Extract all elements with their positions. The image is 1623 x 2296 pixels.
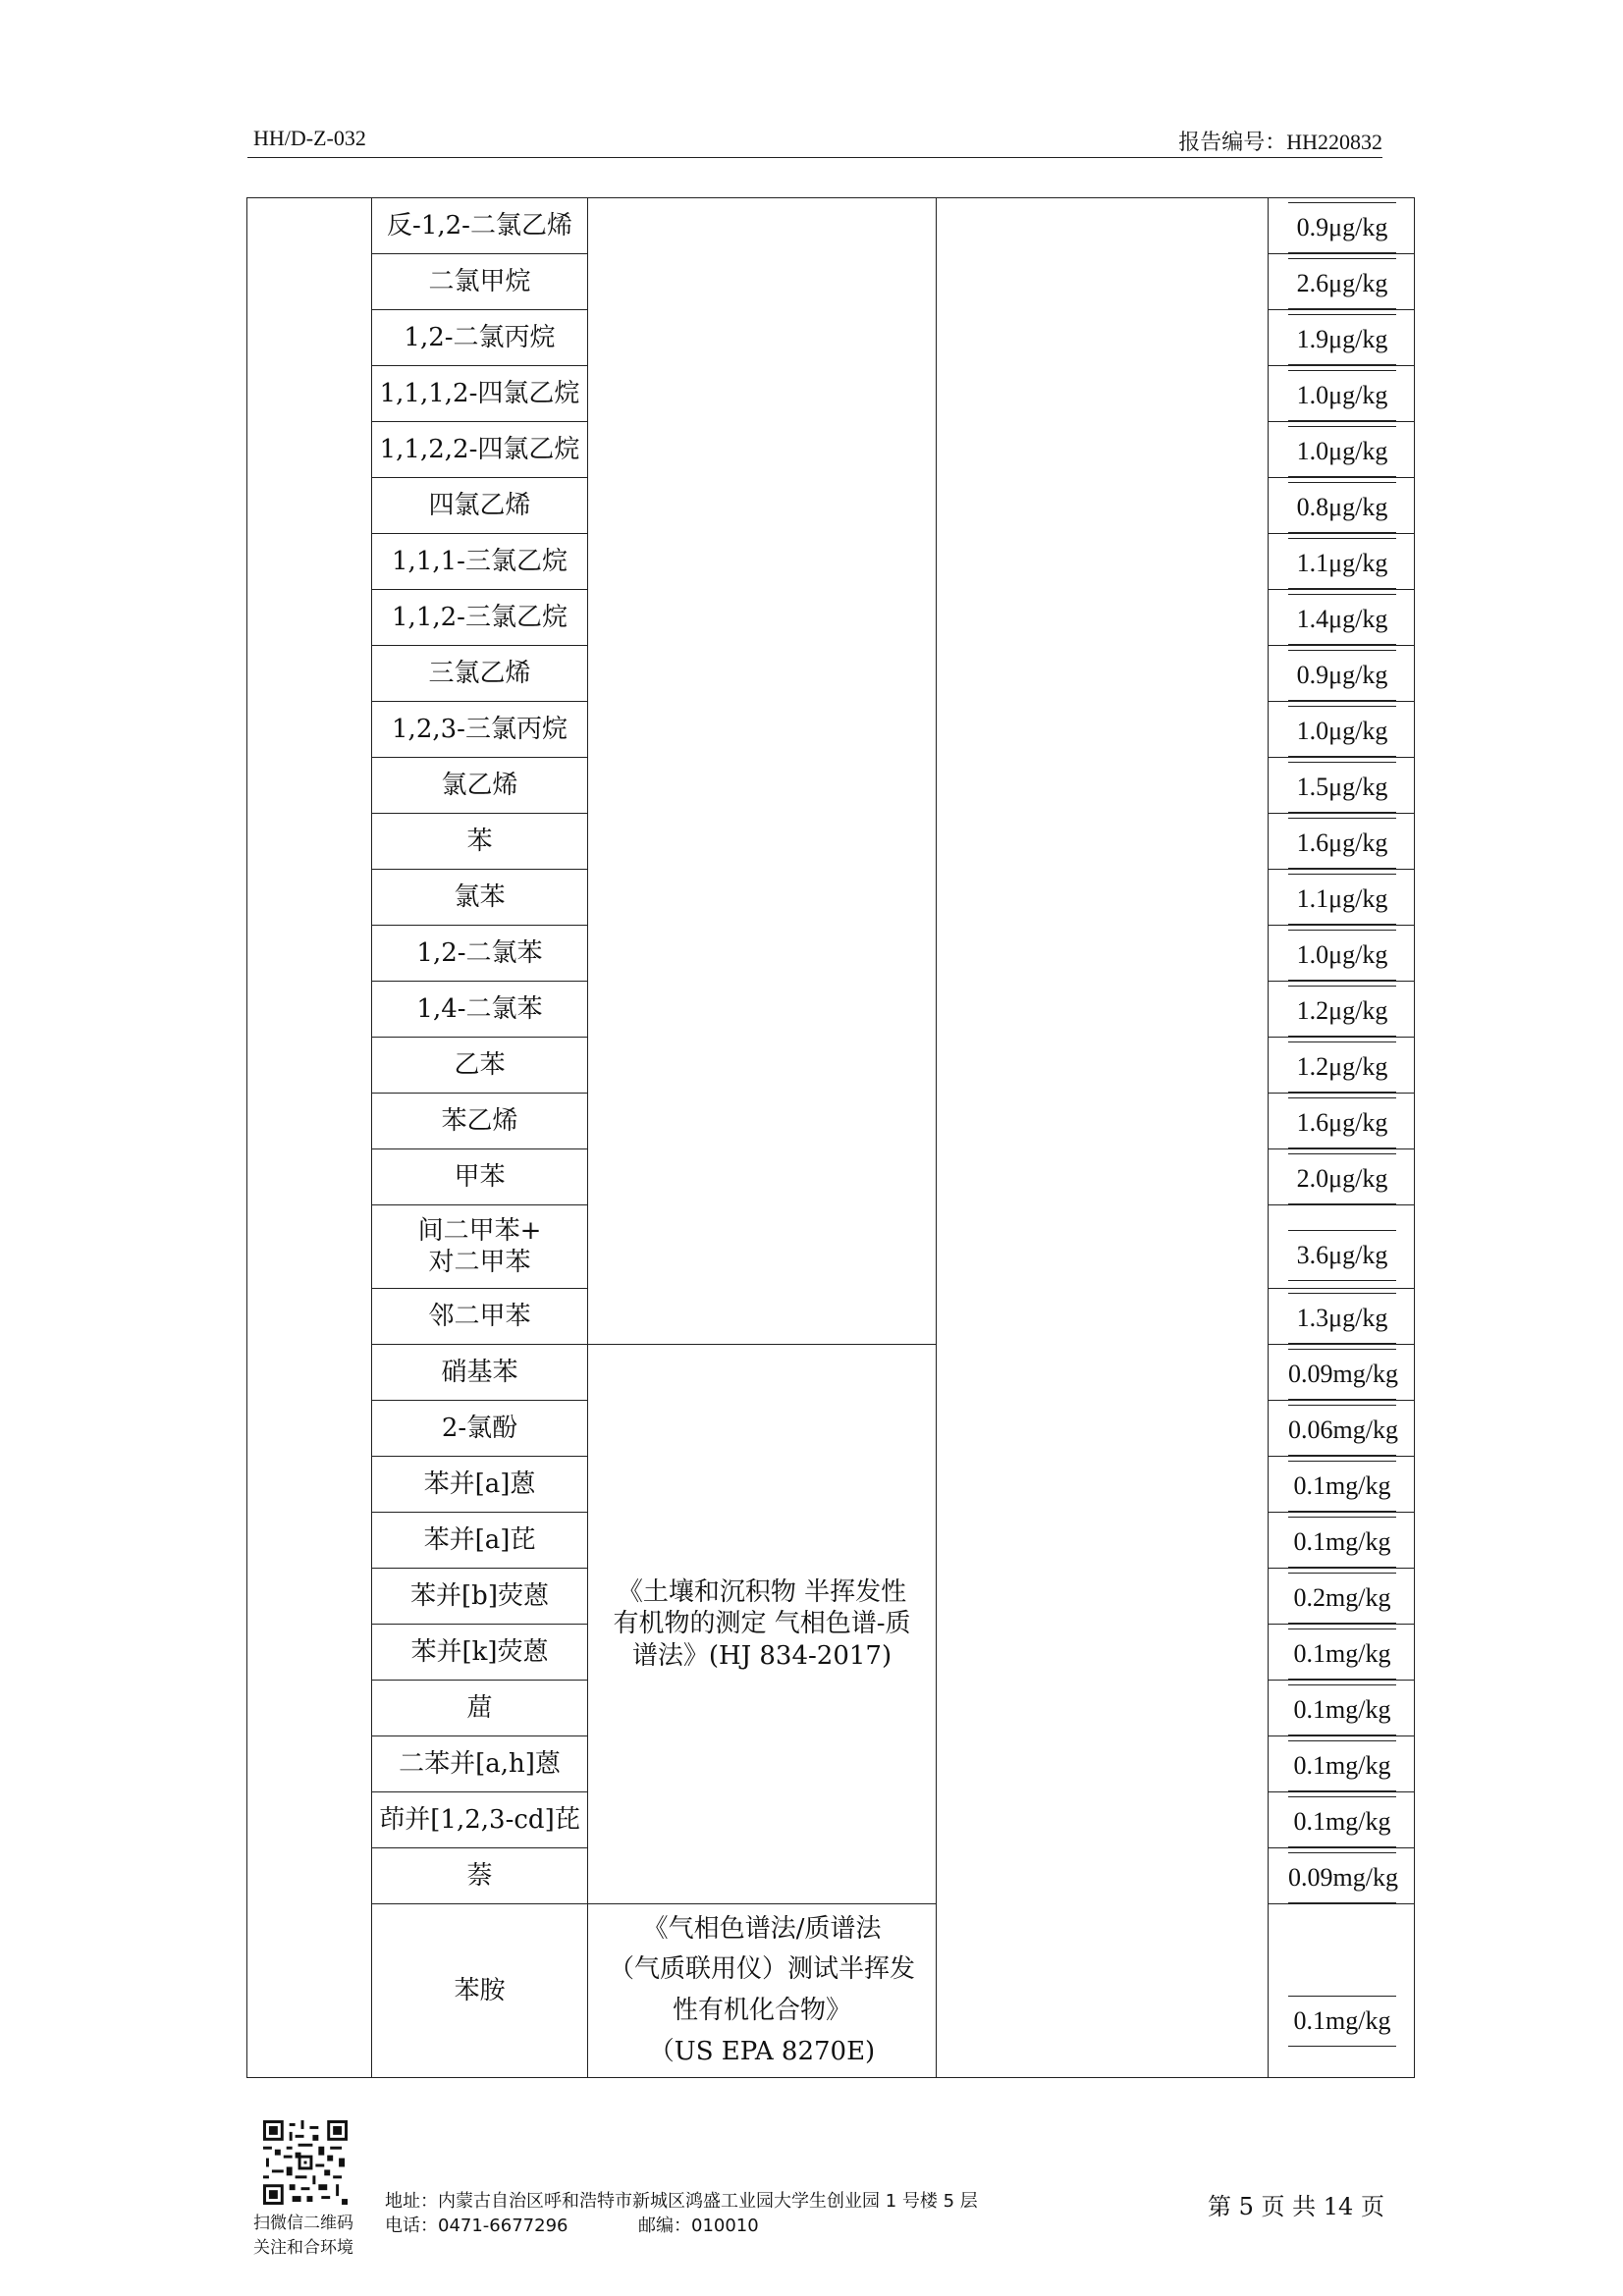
detection-limit: 1.2μg/kg	[1288, 986, 1396, 1037]
analyte-name: 1,2,3-三氯丙烷	[372, 702, 588, 758]
analyte-name: 氯乙烯	[372, 758, 588, 814]
detection-limit: 0.1mg/kg	[1288, 1461, 1396, 1512]
analyte-name: 甲苯	[372, 1149, 588, 1205]
analyte-name-line: 间二甲苯+	[417, 1215, 542, 1246]
analyte-name: 乙苯	[372, 1038, 588, 1094]
analyte-name-line: 对二甲苯	[428, 1248, 531, 1277]
document-code: HH/D-Z-032	[253, 126, 366, 150]
analyte-name: 茚并[1,2,3-cd]芘	[372, 1792, 588, 1848]
detection-limit-table	[246, 197, 1415, 2078]
analyte-name: 1,1,1-三氯乙烷	[372, 534, 588, 590]
footer-postcode: 邮编：010010	[638, 2216, 759, 2236]
analyte-name: 苯并[a]芘	[372, 1513, 588, 1569]
analyte-name: 萘	[372, 1848, 588, 1904]
analyte-name: 苯并[a]蒽	[372, 1457, 588, 1513]
detection-limit: 1.2μg/kg	[1288, 1041, 1396, 1093]
analyte-name: 䓛	[372, 1681, 588, 1736]
detection-limit: 0.8μg/kg	[1288, 482, 1396, 533]
analyte-name: 硝基苯	[372, 1345, 588, 1401]
detection-limit: 0.1mg/kg	[1288, 1796, 1396, 1847]
analyte-name: 1,1,2,2-四氯乙烷	[372, 422, 588, 478]
category-cell	[247, 198, 372, 2078]
detection-limit: 0.09mg/kg	[1288, 1852, 1396, 1903]
method-line: 有机物的测定 气相色谱-质	[613, 1609, 911, 1639]
method-line: （US EPA 8270E)	[648, 2036, 876, 2066]
detection-limit: 1.6μg/kg	[1288, 818, 1396, 869]
analyte-name: 苯并[k]荧蒽	[372, 1625, 588, 1681]
detection-limit: 1.0μg/kg	[1288, 930, 1396, 981]
analyte-name: 1,1,2-三氯乙烷	[372, 590, 588, 646]
detection-limit: 0.09mg/kg	[1288, 1349, 1396, 1400]
page-number: 第 5 页 共 14 页	[1208, 2193, 1384, 2220]
detection-limit: 1.1μg/kg	[1288, 874, 1396, 925]
detection-limit: 2.6μg/kg	[1288, 258, 1396, 309]
analyte-name: 四氯乙烯	[372, 478, 588, 534]
method-line: （气质联用仪）测试半挥发	[608, 1954, 915, 1985]
analyte-name: 二苯并[a,h]蒽	[372, 1736, 588, 1792]
detection-limit: 0.2mg/kg	[1288, 1573, 1396, 1624]
analyte-name: 反-1,2-二氯乙烯	[372, 198, 588, 254]
detection-limit: 1.1μg/kg	[1288, 538, 1396, 589]
detection-limit: 1.0μg/kg	[1288, 706, 1396, 757]
analyte-name: 1,4-二氯苯	[372, 982, 588, 1038]
method-line: 《土壤和沉积物 半挥发性	[617, 1576, 907, 1607]
analyte-name: 苯胺	[372, 1904, 588, 2078]
detection-limit: 0.1mg/kg	[1288, 1684, 1396, 1735]
wechat-qr-code-icon	[263, 2120, 348, 2205]
analyte-name: 苯乙烯	[372, 1094, 588, 1149]
analyte-name: 1,2-二氯苯	[372, 926, 588, 982]
analyte-name: 1,1,1,2-四氯乙烷	[372, 366, 588, 422]
detection-limit: 3.6μg/kg	[1288, 1230, 1396, 1281]
footer-phone: 电话：0471-6677296	[385, 2216, 568, 2236]
epa-method-cell	[588, 1904, 937, 2078]
analyte-name: 邻二甲苯	[372, 1289, 588, 1345]
svoc-method-cell	[588, 1345, 937, 1904]
analyte-name: 三氯乙烯	[372, 646, 588, 702]
detection-limit: 2.0μg/kg	[1288, 1153, 1396, 1204]
detection-limit: 1.6μg/kg	[1288, 1097, 1396, 1148]
detection-limit: 0.9μg/kg	[1288, 202, 1396, 253]
method-line: 谱法》(HJ 834-2017)	[631, 1640, 893, 1671]
detection-limit: 1.0μg/kg	[1288, 426, 1396, 477]
footer-address: 地址：内蒙古自治区呼和浩特市新城区鸿盛工业园大学生创业园 1 号楼 5 层	[385, 2191, 978, 2212]
detection-limit: 1.4μg/kg	[1288, 594, 1396, 645]
method-line: 性有机化合物》	[672, 1996, 851, 2025]
analyte-name: 苯并[b]荧蒽	[372, 1569, 588, 1625]
detection-limit: 0.1mg/kg	[1288, 1740, 1396, 1791]
analyte-name: 二氯甲烷	[372, 254, 588, 310]
analyte-name: 氯苯	[372, 870, 588, 926]
detection-limit: 0.1mg/kg	[1288, 1996, 1396, 2047]
detection-limit: 1.9μg/kg	[1288, 314, 1396, 365]
instrument-cell	[937, 198, 1269, 2078]
voc-method-cell	[588, 198, 937, 1345]
detection-limit: 0.9μg/kg	[1288, 650, 1396, 701]
detection-limit: 0.1mg/kg	[1288, 1629, 1396, 1680]
analyte-name: 苯	[372, 814, 588, 870]
analyte-name: 1,2-二氯丙烷	[372, 310, 588, 366]
detection-limit: 0.1mg/kg	[1288, 1517, 1396, 1568]
qr-caption-line2: 关注和合环境	[253, 2238, 353, 2258]
detection-limit: 1.0μg/kg	[1288, 370, 1396, 421]
qr-caption-line1: 扫微信二维码	[253, 2214, 353, 2233]
report-number: 报告编号：HH220832	[1178, 130, 1382, 154]
header-divider	[247, 157, 1382, 158]
method-line: 《气相色谱法/质谱法	[642, 1913, 882, 1944]
analyte-name	[372, 1205, 588, 1289]
detection-limit: 1.5μg/kg	[1288, 762, 1396, 813]
detection-limit: 1.3μg/kg	[1288, 1293, 1396, 1344]
analyte-name: 2-氯酚	[372, 1401, 588, 1457]
detection-limit: 0.06mg/kg	[1288, 1405, 1396, 1456]
